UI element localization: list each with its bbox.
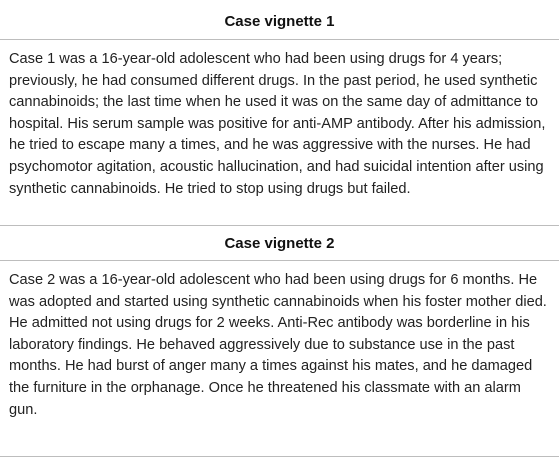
vignette-1-title: Case vignette 1: [0, 4, 559, 40]
vignette-2-title: Case vignette 2: [0, 225, 559, 261]
vignette-1-text: Case 1 was a 16-year-old adolescent who had been using drugs for 4 years; previously, he had consumed different drugs. In the past period, he used synthetic cannabinoids; the last time when he used it was on the same day of admittance to hospital. His serum sample was positive for anti-AMP antibody. After his admission, he tried to escape many a times, and he was aggressive with the nurses. He had psychomotor agitation, acoustic hallucination, and had suicidal intention after using synthetic cannabinoids. He tried to stop using drugs but failed.: [9, 51, 546, 197]
vignette-2-text: Case 2 was a 16-year-old adolescent who had been using drugs for 6 months. He was adopted and started using synthetic cannabinoids when his foster mother died. He admitted not using drugs for 2 weeks. Anti-Rec antibody was borderline in his laboratory findings. He behaved aggressively due to substance use in the past months. He had burst of anger many a times against his mates, and he damaged the furniture in the orphanage. Once he threatened his classmate with an alarm gun.: [0, 261, 559, 457]
case-vignettes-table: [0, 4, 559, 463]
